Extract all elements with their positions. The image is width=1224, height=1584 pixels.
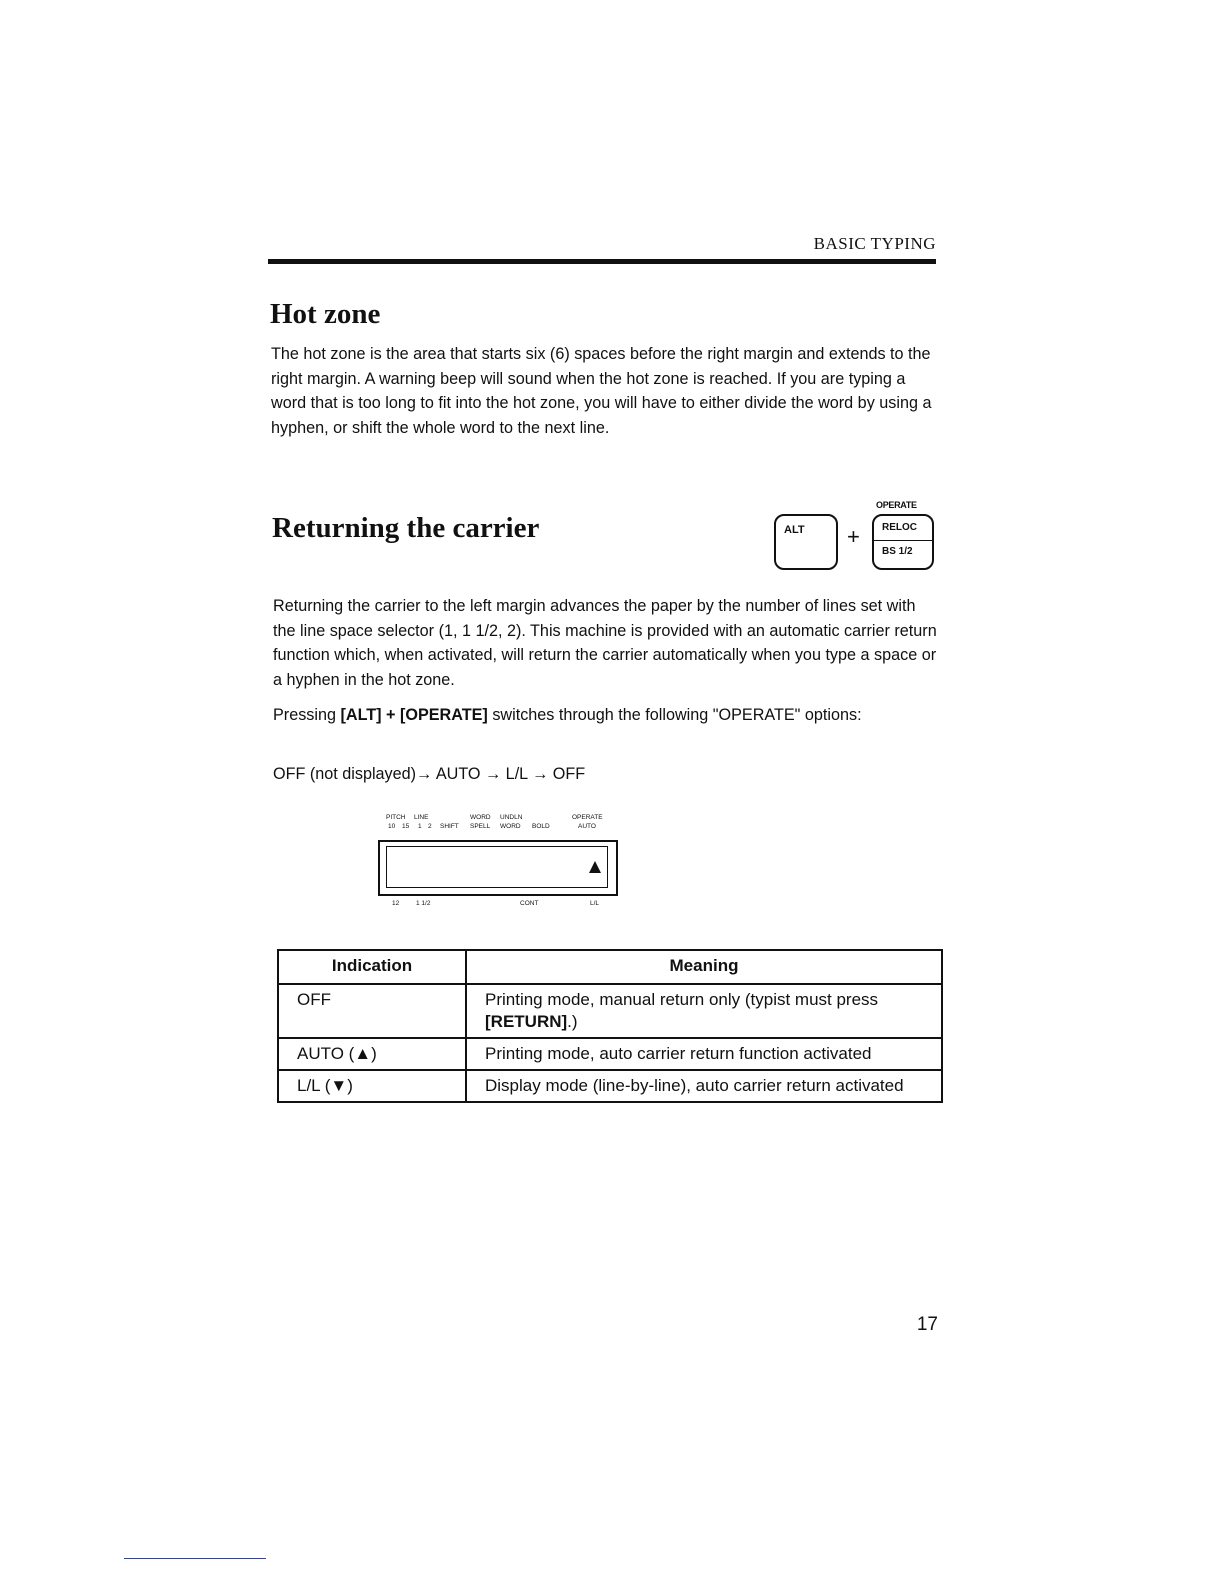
section-heading-hot-zone: Hot zone — [270, 298, 381, 330]
hot-zone-paragraph: The hot zone is the area that starts six (6) spaces before the right margin and extends to the right margin. A warning beep will sound when the hot zone is reached. If you are typing a word that is too long to fit into the hot zone, you will have to either divide the word by using a hyphen, or shift the whole word to the next line. — [271, 345, 932, 437]
alt-key-icon — [774, 514, 838, 570]
display-label: CONT — [520, 900, 539, 907]
operate-key-line1: RELOC — [882, 522, 917, 533]
display-label: 15 — [402, 823, 410, 830]
table-cell-indication: OFF — [278, 984, 466, 1038]
table-cell-meaning — [466, 984, 942, 1038]
display-label: PITCH — [386, 814, 406, 821]
header-rule — [268, 259, 936, 264]
key-combination-illustration — [772, 500, 940, 570]
plus-ref: + — [381, 706, 400, 724]
para2-post: switches through the following "OPERATE" options: — [487, 706, 862, 724]
plus-sign: + — [847, 524, 860, 549]
table-row — [278, 984, 942, 1038]
table-row — [278, 1038, 942, 1070]
table-cell-indication: AUTO (▲) — [278, 1038, 466, 1070]
display-label: L/L — [590, 900, 600, 907]
meaning-text: Printing mode, manual return only (typist must press — [485, 990, 879, 1009]
operate-key-top-label: OPERATE — [876, 500, 917, 510]
meaning-post: .) — [567, 1012, 578, 1031]
display-label: UNDLN — [500, 814, 523, 821]
lcd-screen — [386, 846, 608, 888]
display-label: SHIFT — [440, 823, 459, 830]
display-label: WORD — [500, 823, 521, 830]
returning-paragraph-2 — [273, 703, 939, 728]
display-label: WORD — [470, 814, 491, 821]
lcd-frame — [378, 840, 618, 896]
display-label: 1 1/2 — [416, 900, 431, 907]
display-label: OPERATE — [572, 814, 603, 821]
display-label: SPELL — [470, 823, 491, 830]
alt-key-ref: [ALT] — [340, 706, 382, 724]
table-cell-meaning: Printing mode, auto carrier return function activated — [466, 1038, 942, 1070]
table-cell-indication: L/L (▼) — [278, 1070, 466, 1102]
table-header-row — [278, 950, 942, 984]
display-label: 10 — [388, 823, 396, 830]
operate-key-line2: BS 1/2 — [882, 546, 913, 557]
display-label: LINE — [414, 814, 429, 821]
page-number: 17 — [916, 1314, 938, 1335]
returning-paragraph-1: Returning the carrier to the left margin advances the paper by the number of lines set with the line space selector (1, 1 1/2, 2). This machine is provided with an automatic carrier return function which, when activated, will return the carrier automatically when you type a space or a hyphen in the hot zone. — [273, 597, 937, 689]
section-heading-returning-carrier: Returning the carrier — [272, 512, 540, 544]
display-label: 2 — [428, 823, 432, 830]
table-cell-meaning: Display mode (line-by-line), auto carrier return activated — [466, 1070, 942, 1102]
para2-pre: Pressing — [273, 706, 341, 724]
operate-options-table — [277, 949, 943, 1103]
running-header: BASIC TYPING — [813, 234, 936, 253]
display-label: 1 — [418, 823, 422, 830]
table-row — [278, 1070, 942, 1102]
display-label: BOLD — [532, 823, 550, 830]
display-label: AUTO — [578, 823, 596, 830]
operate-key-icon — [872, 514, 934, 570]
alt-key-label: ALT — [784, 524, 805, 536]
table-header-meaning: Meaning — [466, 950, 942, 984]
return-key-ref: [RETURN] — [485, 1012, 568, 1031]
display-label: 12 — [392, 900, 400, 907]
footer-line — [124, 1558, 266, 1559]
operate-key-ref: [OPERATE] — [399, 706, 488, 724]
table-header-indication: Indication — [278, 950, 466, 984]
lcd-display-illustration — [378, 812, 618, 912]
auto-indicator-triangle-icon — [589, 861, 601, 873]
operate-key-divider — [874, 540, 932, 541]
operate-sequence: OFF (not displayed)→ AUTO → L/L → OFF — [273, 765, 586, 783]
